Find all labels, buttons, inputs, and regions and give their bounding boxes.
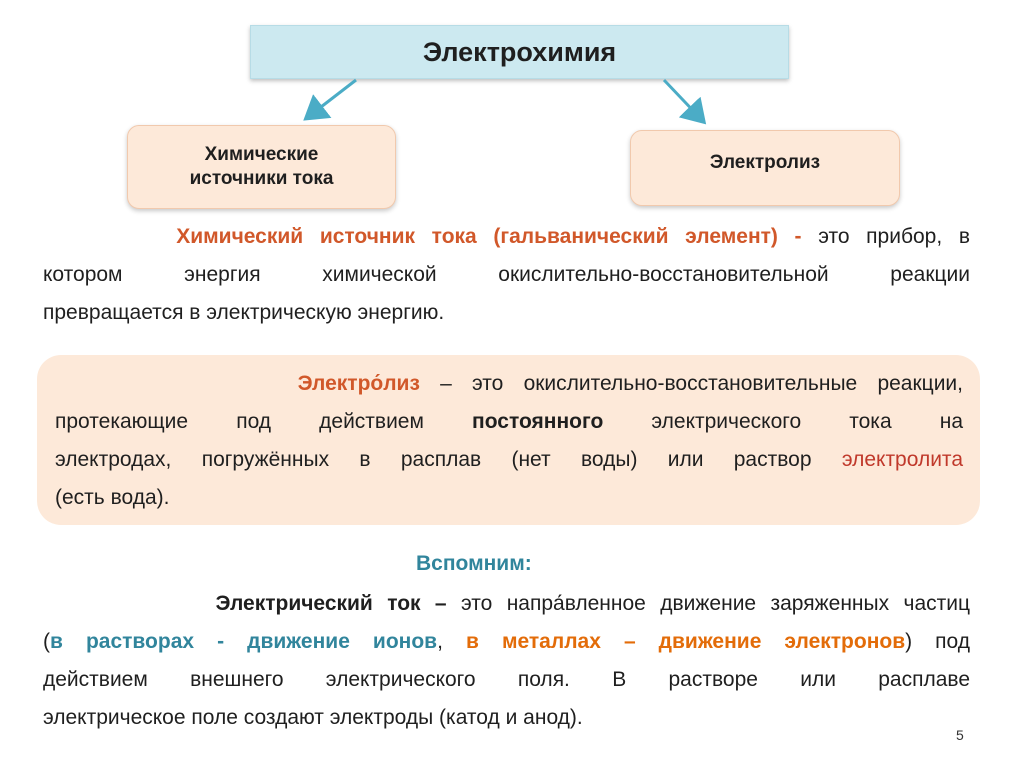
current-line-1-rest: это напра́вленное движение заряженных частиц bbox=[461, 592, 970, 615]
arrow-right bbox=[664, 80, 702, 120]
galvanic-line-1-rest: это прибор, в bbox=[818, 225, 970, 248]
electrolysis-constant: постоянного bbox=[472, 410, 604, 433]
galvanic-definition bbox=[43, 218, 970, 332]
current-line-2 bbox=[43, 623, 970, 661]
electrolysis-box bbox=[630, 130, 900, 206]
current-definition bbox=[43, 585, 970, 737]
electrolysis-line-1 bbox=[55, 365, 963, 403]
current-paren-close: ) под bbox=[905, 630, 971, 653]
galvanic-line-2: котором энергия химической окислительно-восстановительной реакции bbox=[43, 263, 970, 286]
current-comma: , bbox=[437, 630, 443, 653]
chemical-sources-line-1: Химические bbox=[204, 144, 319, 166]
electrolyte-term: электролита bbox=[841, 448, 963, 471]
galvanic-term: Химический источник тока (гальванический элемент) - bbox=[176, 225, 802, 248]
current-term: Электрический ток – bbox=[215, 592, 447, 615]
current-paren-open: ( bbox=[43, 630, 50, 653]
electrolysis-line-3-a: электродах, погружённых в расплав (нет воды) или раствор bbox=[55, 448, 812, 471]
current-line-3: действием внешнего электрического поля. В растворе или расплаве bbox=[43, 668, 970, 691]
galvanic-line-1 bbox=[43, 218, 970, 256]
remember-heading: Вспомним: bbox=[416, 552, 532, 575]
electrolysis-line-2 bbox=[55, 403, 963, 441]
electrolysis-term: Электро́лиз bbox=[297, 372, 420, 395]
current-line-1 bbox=[43, 585, 970, 623]
chemical-sources-line-2: источники тока bbox=[189, 168, 334, 189]
arrow-left bbox=[308, 80, 356, 117]
electrolysis-definition bbox=[55, 365, 963, 517]
electrolysis-label: Электролиз bbox=[709, 152, 821, 174]
electrolysis-line-2-b: электрического тока на bbox=[651, 410, 963, 433]
chemical-sources-box bbox=[127, 125, 396, 209]
page-title-text: Электрохимия bbox=[422, 36, 617, 67]
electrons-phrase: в металлах – движение электронов bbox=[466, 630, 906, 653]
electrolysis-line-1-rest: – это окислительно-восстановительные реакции, bbox=[440, 372, 963, 395]
electrolysis-line-2-a: протекающие под действием bbox=[55, 410, 424, 433]
electrolysis-line-4: (есть вода). bbox=[55, 486, 170, 509]
ions-phrase: в растворах - движение ионов bbox=[50, 630, 438, 653]
page-number: 5 bbox=[956, 727, 964, 743]
current-line-4: электрическое поле создают электроды (катод и анод). bbox=[43, 706, 583, 729]
electrolysis-line-3 bbox=[55, 441, 963, 479]
galvanic-line-3: превращается в электрическую энергию. bbox=[43, 301, 445, 324]
